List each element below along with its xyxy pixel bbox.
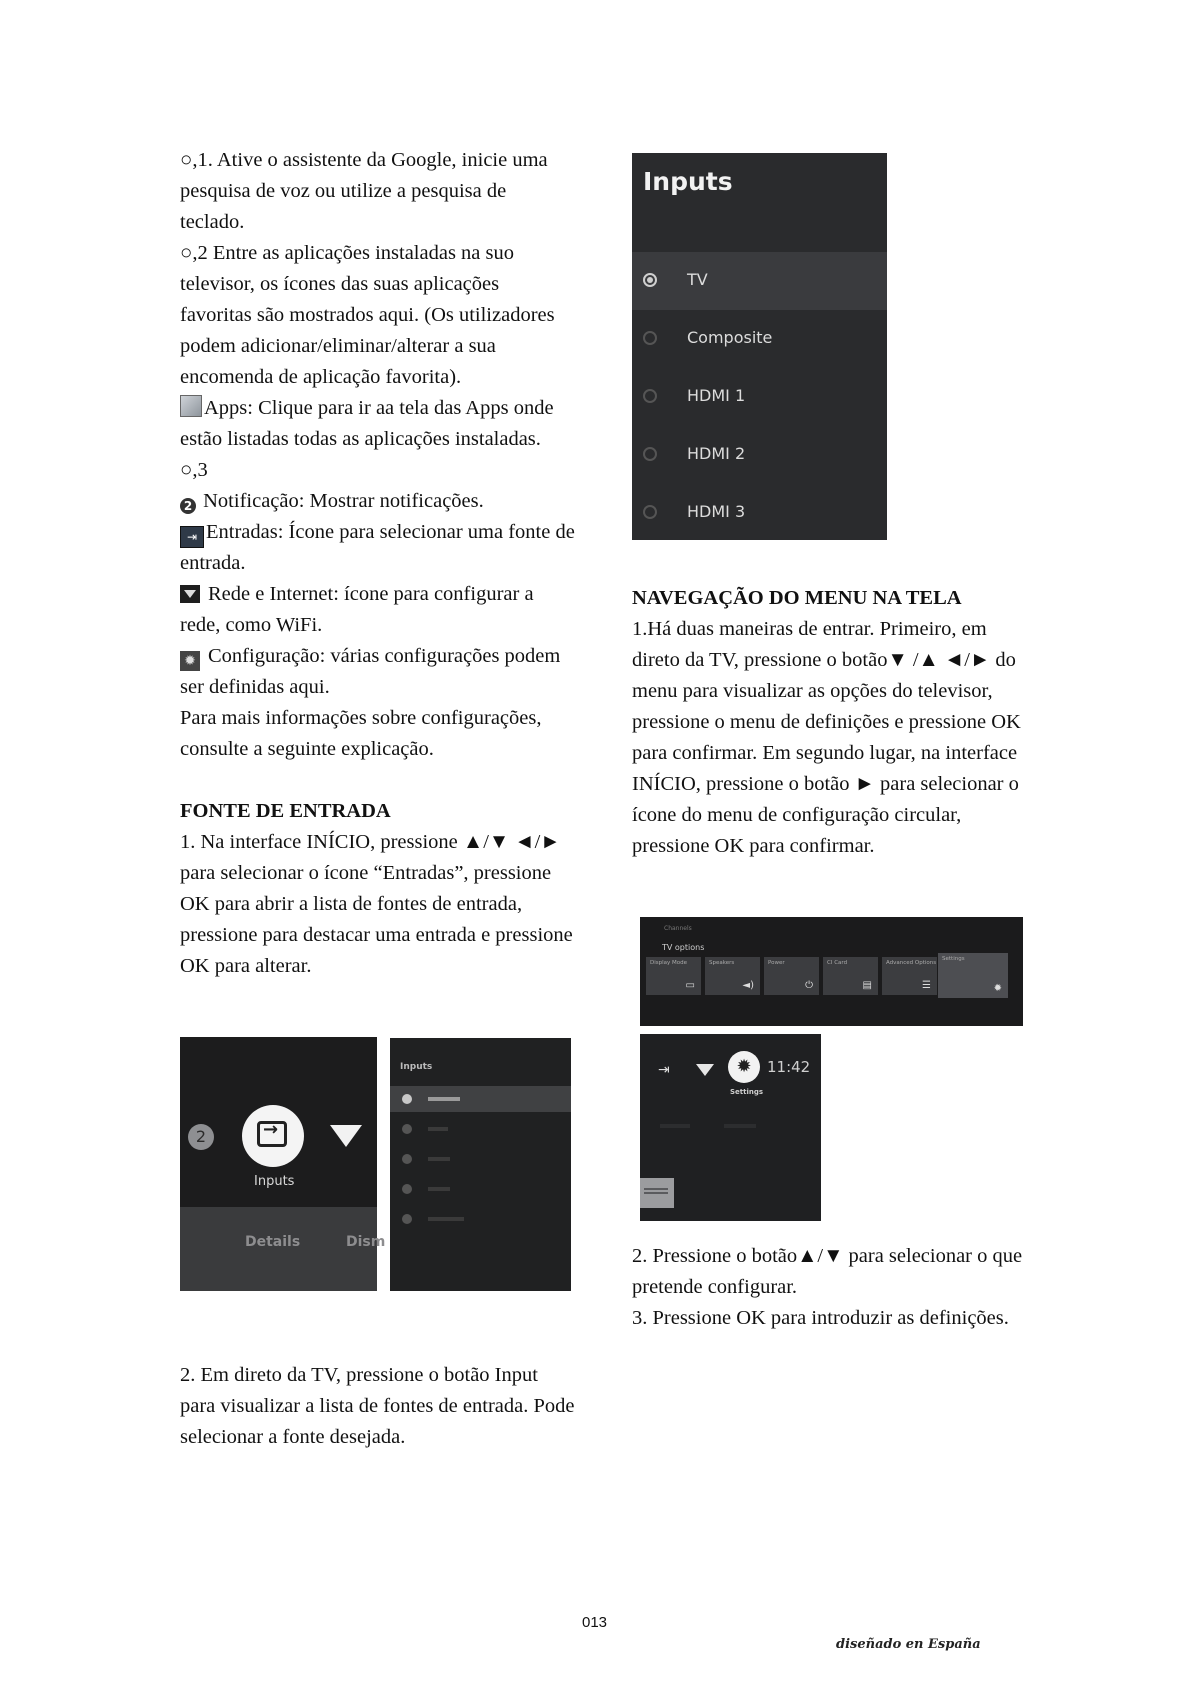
network-paragraph xyxy=(180,579,575,641)
apps-paragraph xyxy=(180,393,575,455)
tile-settings[interactable]: Settings ✹ xyxy=(938,953,1008,998)
clock-time: 11:42 xyxy=(767,1058,811,1076)
list-item[interactable] xyxy=(390,1116,571,1142)
menu-navigation-heading: NAVEGAÇÃO DO MENU NA TELA xyxy=(632,587,962,609)
card-icon: ▤ xyxy=(862,980,872,991)
menu-navigation-step-2: 2. Pressione o botão▲/▼ para selecionar o que pretende configurar. xyxy=(632,1245,1023,1298)
menu-navigation-step-3: 3. Pressione OK para introduzir as definições. xyxy=(632,1307,1009,1329)
left-column xyxy=(180,145,575,982)
small-inputs-title: Inputs xyxy=(400,1062,433,1072)
display-icon: ▭ xyxy=(685,980,695,991)
brand-logo: diseñado en España xyxy=(836,1637,981,1652)
network-text: Rede e Internet: ícone para configurar a rede, como WiFi. xyxy=(180,583,534,636)
power-icon: ⏻ xyxy=(805,980,813,991)
input-label: HDMI 1 xyxy=(687,386,746,405)
notification-text: Notificação: Mostrar notificações. xyxy=(203,490,484,512)
input-row-hdmi2[interactable] xyxy=(632,426,887,484)
input-source-step-2: 2. Em direto da TV, pressione o botão Input para visualizar a lista de fontes de entrada. Pode selecionar a fonte desejada. xyxy=(180,1363,575,1448)
input-source-step-1: 1. Na interface INÍCIO, pressione ▲/▼ ◄/► para selecionar o ícone “Entradas”, pressione OK para abrir a lista de fontes de entrada, pressione para destacar uma entrada e pressione OK para alterar. xyxy=(180,831,573,977)
inputs-panel-title: Inputs xyxy=(643,167,733,196)
faint-details-label xyxy=(660,1124,690,1128)
dismiss-button[interactable]: Dism xyxy=(346,1234,386,1250)
inputs-paragraph xyxy=(180,517,575,579)
inputs-text: Entradas: Ícone para selecionar uma fonte de entrada. xyxy=(180,521,575,574)
radio-icon xyxy=(402,1214,412,1224)
input-icon[interactable]: ⇥ xyxy=(658,1062,670,1078)
gear-icon: ✹ xyxy=(180,651,200,671)
small-inputs-screenshot xyxy=(390,1038,571,1291)
details-button[interactable]: Details xyxy=(245,1234,301,1250)
inputs-panel-screenshot xyxy=(632,153,887,540)
input-source-heading: FONTE DE ENTRADA xyxy=(180,800,391,822)
input-row-hdmi3[interactable] xyxy=(632,484,887,542)
favorites-paragraph: ○,2 Entre as aplicações instaladas na suo televisor, os ícones das suas aplicações favoritas são mostrados aqui. (Os utilizadores podem adicionar/eliminar/alterar a sua encomenda de aplicação favorita). xyxy=(180,242,555,388)
tile-speakers[interactable]: Speakers ◄) xyxy=(705,957,760,995)
wifi-icon xyxy=(330,1125,362,1147)
radio-icon xyxy=(402,1154,412,1164)
page-number: 013 xyxy=(582,1614,608,1631)
radio-selected-icon xyxy=(643,273,657,287)
input-label: TV xyxy=(687,270,708,289)
list-item[interactable] xyxy=(390,1146,571,1172)
notification-icon: 2 xyxy=(180,498,196,514)
more-info-paragraph: Para mais informações sobre configurações, consulte a seguinte explicação. xyxy=(180,707,542,760)
tile-display-mode[interactable]: Display Mode ▭ xyxy=(646,957,701,995)
menu-navigation-step-1: 1.Há duas maneiras de entrar. Primeiro, em direto da TV, pressione o botão▼ /▲ ◄/► do menu para visualizar as opções do televisor, pressione o menu de definições e pressione OK para confirmar. Em segundo lugar, na interface INÍCIO, pressione o botão ► para selecionar o ícone do menu de configuração circular, pressione OK para confirmar. xyxy=(632,618,1021,857)
settings-paragraph xyxy=(180,641,575,703)
gear-icon[interactable]: ✹ xyxy=(728,1051,760,1083)
input-label: HDMI 2 xyxy=(687,444,746,463)
radio-icon xyxy=(643,331,657,345)
right-column-bottom xyxy=(632,1241,1027,1334)
apps-icon xyxy=(180,395,202,417)
notification-badge: 2 xyxy=(188,1124,214,1150)
tv-options-screenshot xyxy=(640,917,1023,1026)
list-item[interactable] xyxy=(390,1176,571,1202)
tv-options-title: TV options xyxy=(662,943,705,952)
tile-power[interactable]: Power ⏻ xyxy=(764,957,819,995)
input-label: HDMI 3 xyxy=(687,502,746,521)
input-icon[interactable] xyxy=(242,1105,304,1167)
radio-icon xyxy=(643,447,657,461)
wifi-icon xyxy=(180,585,200,603)
tile-advanced-options[interactable]: Advanced Options ☰ xyxy=(882,957,937,995)
radio-icon xyxy=(402,1094,412,1104)
radio-icon xyxy=(402,1124,412,1134)
gear-icon: ✹ xyxy=(993,983,1002,994)
list-item[interactable] xyxy=(390,1086,571,1112)
inputs-list xyxy=(632,252,887,542)
channels-label: Channels xyxy=(664,925,692,932)
radio-icon xyxy=(643,389,657,403)
assistant-paragraph: ○,1. Ative o assistente da Google, inicie uma pesquisa de voz ou utilize a pesquisa de teclado. xyxy=(180,149,548,233)
home-inputs-screenshot xyxy=(180,1037,386,1291)
app-card-thumbnail[interactable] xyxy=(640,1178,674,1208)
home-settings-screenshot xyxy=(640,1034,821,1221)
speaker-icon: ◄) xyxy=(742,980,754,991)
faint-dismiss-label xyxy=(724,1124,756,1128)
notification-paragraph xyxy=(180,486,575,517)
list-item[interactable] xyxy=(390,1206,571,1232)
right-column xyxy=(632,583,1027,862)
wifi-icon[interactable] xyxy=(696,1064,714,1076)
apps-text: Apps: Clique para ir aa tela das Apps onde estão listadas todas as aplicações instaladas. xyxy=(180,397,554,450)
tile-ci-card[interactable]: CI Card ▤ xyxy=(823,957,878,995)
step-3-label: ○,3 xyxy=(180,459,208,481)
radio-icon xyxy=(402,1184,412,1194)
input-icon: ⇥ xyxy=(180,526,204,548)
settings-label: Settings xyxy=(730,1088,764,1096)
list-icon: ☰ xyxy=(922,980,931,991)
settings-text: Configuração: várias configurações podem ser definidas aqui. xyxy=(180,645,561,698)
radio-icon xyxy=(643,505,657,519)
input-label: Composite xyxy=(687,328,773,347)
input-row-composite[interactable] xyxy=(632,310,887,368)
input-row-hdmi1[interactable] xyxy=(632,368,887,426)
input-row-tv[interactable] xyxy=(632,252,887,310)
inputs-icon-label: Inputs xyxy=(254,1174,295,1189)
